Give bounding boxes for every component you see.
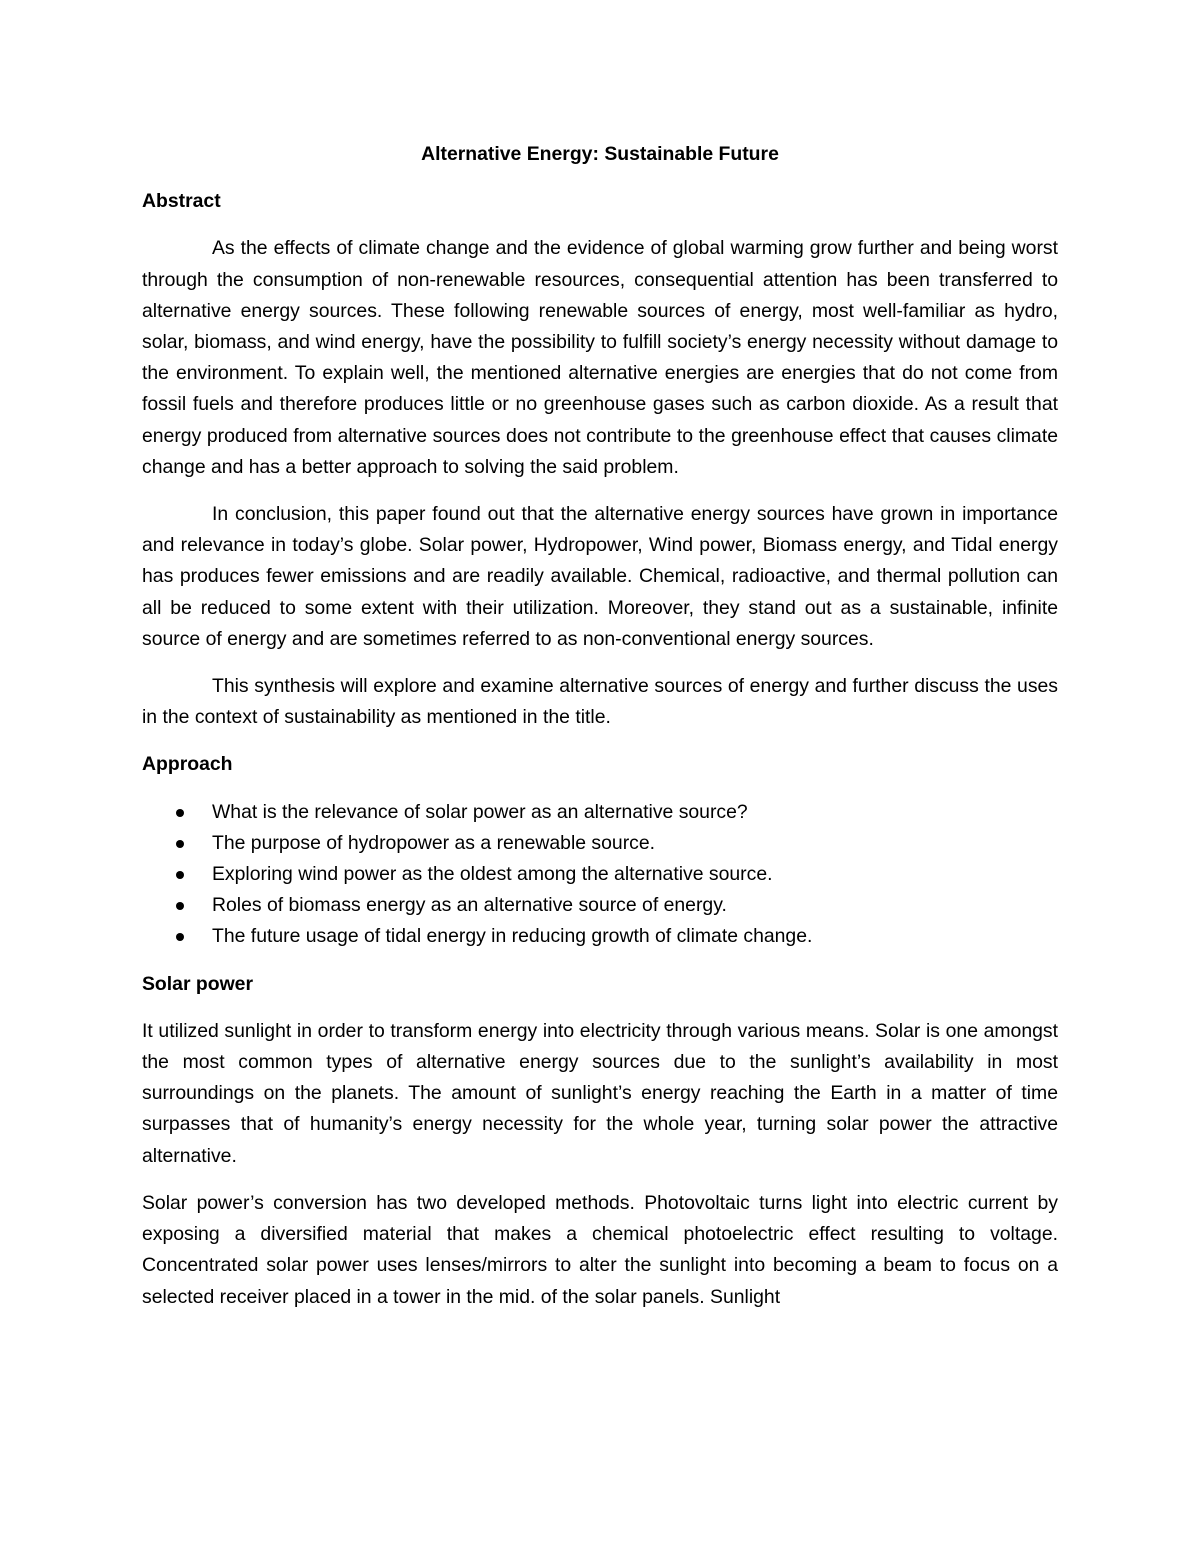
abstract-heading: Abstract — [142, 190, 221, 213]
solar-power-heading: Solar power — [142, 972, 253, 995]
solar-power-paragraph: It utilized sunlight in order to transform energy into electricity through various means. Solar is one amongst the most common types of alternative energy sources due to the sunlight’s availability in most surroundings on the planets. The amount of sunlight’s energy reaching the Earth in a matter of time surpasses that of humanity’s energy necessity for the whole year, turning solar power the attractive alternative. — [142, 1019, 1058, 1167]
list-item-text: Exploring wind power as the oldest among the alternative source. — [212, 863, 773, 886]
conclusion-paragraph: In conclusion, this paper found out that the alternative energy sources have grown in importance and relevance in today’s globe. Solar power, Hydropower, Wind power, Biomass energy, and Tidal energy has produces fewer emissions and are readily available. Chemical, radioactive, and thermal pollution can all be reduced to some extent with their utilization. Moreover, they stand out as a sustainable, infinite source of energy and are sometimes referred to as non-conventional energy sources. — [142, 503, 1058, 650]
bullet-icon — [176, 933, 184, 941]
list-item — [142, 828, 1058, 859]
list-item-text: The future usage of tidal energy in reducing growth of climate change. — [212, 925, 813, 948]
list-item — [142, 921, 1058, 952]
bullet-icon — [176, 871, 184, 879]
bullet-icon — [176, 902, 184, 910]
solar-conversion-paragraph: Solar power’s conversion has two developed methods. Photovoltaic turns light into electric current by exposing a diversified material that makes a chemical photoelectric effect resulting to voltage. Concentrated solar power uses lenses/mirrors to alter the sunlight into becoming a beam to focus on a selected receiver placed in a tower in the mid. of the solar panels. Sunlight — [142, 1191, 1058, 1308]
synthesis-paragraph: This synthesis will explore and examine alternative sources of energy and further discuss the uses in the context of sustainability as mentioned in the title. — [142, 675, 1058, 729]
document-body — [142, 139, 1058, 1329]
document-title: Alternative Energy: Sustainable Future — [421, 143, 779, 165]
list-item-text: The purpose of hydropower as a renewable source. — [212, 831, 656, 854]
approach-list — [142, 797, 1058, 953]
list-item — [142, 797, 1058, 828]
bullet-icon — [176, 809, 184, 817]
approach-heading: Approach — [142, 753, 233, 776]
list-item — [142, 859, 1058, 890]
bullet-icon — [176, 840, 184, 848]
list-item — [142, 890, 1058, 921]
list-item-text: Roles of biomass energy as an alternative source of energy. — [212, 894, 727, 917]
list-item-text: What is the relevance of solar power as an alternative source? — [212, 800, 748, 823]
abstract-paragraph: As the effects of climate change and the evidence of global warming grow further and being worst through the consumption of non-renewable resources, consequential attention has been transferred to alternative energy sources. These following renewable sources of energy, most well-familiar as hydro, solar, biomass, and wind energy, have the possibility to fulfill society’s energy necessity without damage to the environment. To explain well, the mentioned alternative energies are energies that do not come from fossil fuels and therefore produces little or no greenhouse gases such as carbon dioxide. As a result that energy produced from alternative sources does not contribute to the greenhouse effect that causes climate change and has a better approach to solving the said problem. — [142, 237, 1058, 478]
